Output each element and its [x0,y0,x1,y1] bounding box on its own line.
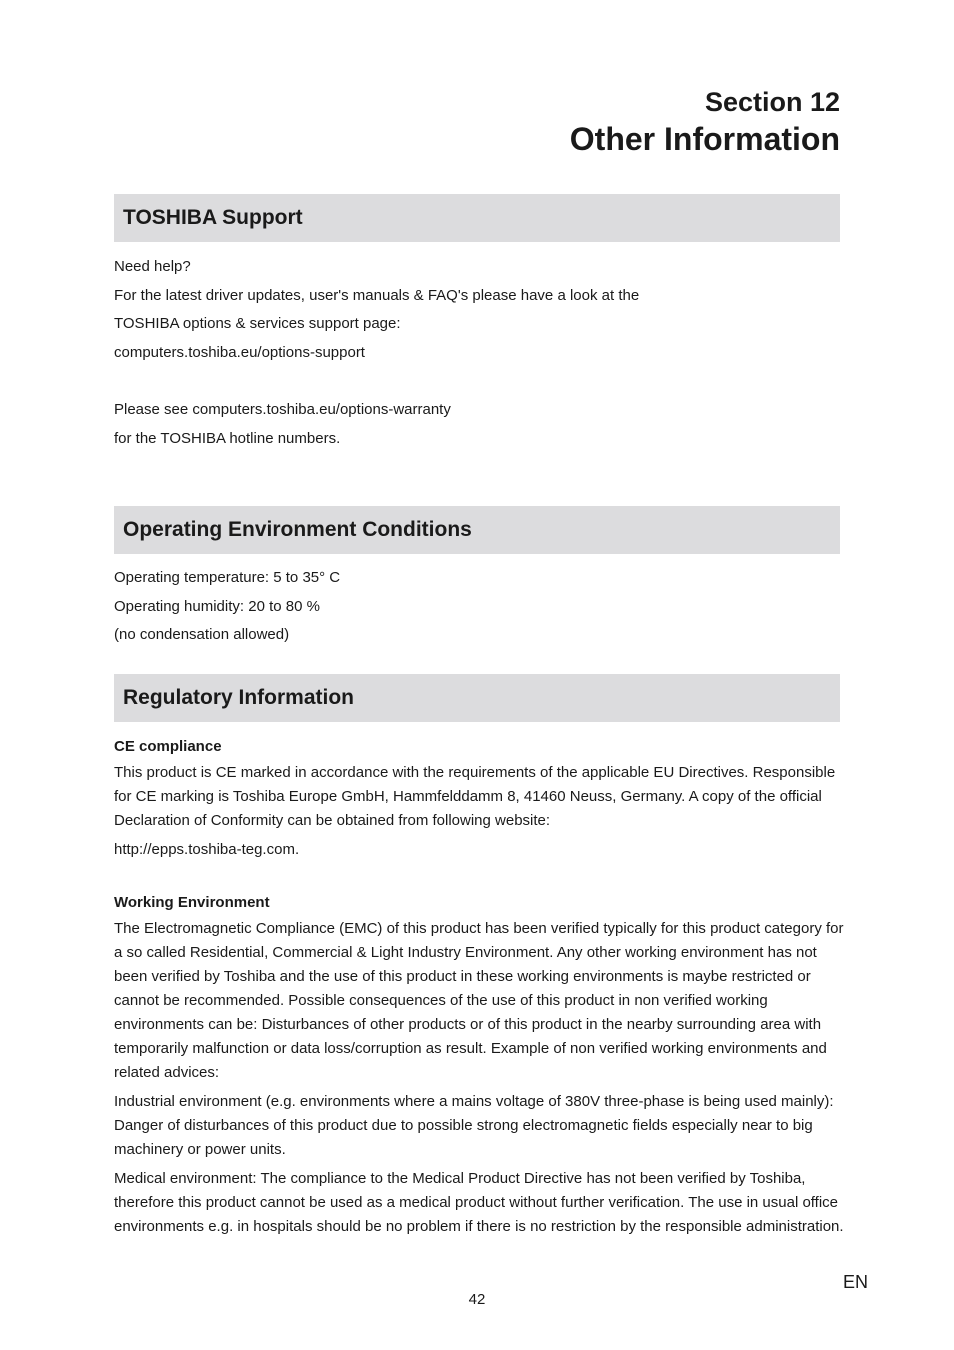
page-number: 42 [468,1291,486,1308]
working-environment-paragraph: The Electromagnetic Compliance (EMC) of this product has been verified typically for this product category for a so called Residential, Commercial & Light Industry Environment. Any other working environment has not been verified by Toshiba and the use of this product in these working environments is maybe restricted or cannot be recommended. Possible consequences of the use of this product in non verified working environments can be: Disturbances of other products or of this product in the nearby surrounding area with temporarily malfunction or data loss/corruption as result. Example of non verified working environments and related advices: [114,920,844,1081]
ce-compliance-url: http://epps.toshiba-teg.com. [114,841,300,858]
support-line: Need help? [114,258,191,275]
temperature-line: Operating temperature: 5 to 35° C [114,569,341,586]
support-url: computers.toshiba.eu/options-support [114,344,365,362]
ce-compliance-title: CE compliance [114,738,222,755]
working-environment-title: Working Environment [114,894,270,911]
section-title: Other Information [569,121,840,157]
condensation-line: (no condensation allowed) [114,626,290,644]
hotline-line: for the TOSHIBA hotline numbers. [114,429,341,447]
section-number: Section 12 [704,87,840,117]
medical-environment-paragraph: Medical environment: The compliance to the Medical Product Directive has not been verified by Toshiba, therefore this product cannot be used as a medical product without further verification. The use in usual office environments e.g. in hospitals should be no problem if there is no restriction by the responsible administration. [114,1170,844,1235]
toshiba-support-body [114,253,844,453]
warranty-line: Please see computers.toshiba.eu/options-warranty [114,400,451,418]
regulatory-heading: Regulatory Information [114,674,840,722]
operating-environment-body [114,564,844,650]
regulatory-body [114,733,844,1244]
ce-compliance-text: This product is CE marked in accordance with the requirements of the applicable EU Directives. Responsible for CE marking is Toshiba Europe GmbH, Hammfelddamm 8, 41460 Neuss, Germany. A copy of the official Declaration of Conformity can be obtained from following website: [114,764,836,829]
toshiba-support-heading: TOSHIBA Support [114,194,840,242]
support-line: For the latest driver updates, user's manuals & FAQ's please have a look at the [114,286,640,304]
industrial-environment-paragraph: Industrial environment (e.g. environments where a mains voltage of 380V three-phase is being used mainly): Danger of disturbances of this product due to possible strong electromagnetic fields especially near to big machinery or power units. [114,1093,834,1158]
support-line: TOSHIBA options & services support page: [114,315,401,333]
humidity-line: Operating humidity: 20 to 80 % [114,597,320,615]
operating-environment-heading: Operating Environment Conditions [114,506,840,554]
page-header [570,84,840,158]
language-code: EN [842,1272,868,1292]
